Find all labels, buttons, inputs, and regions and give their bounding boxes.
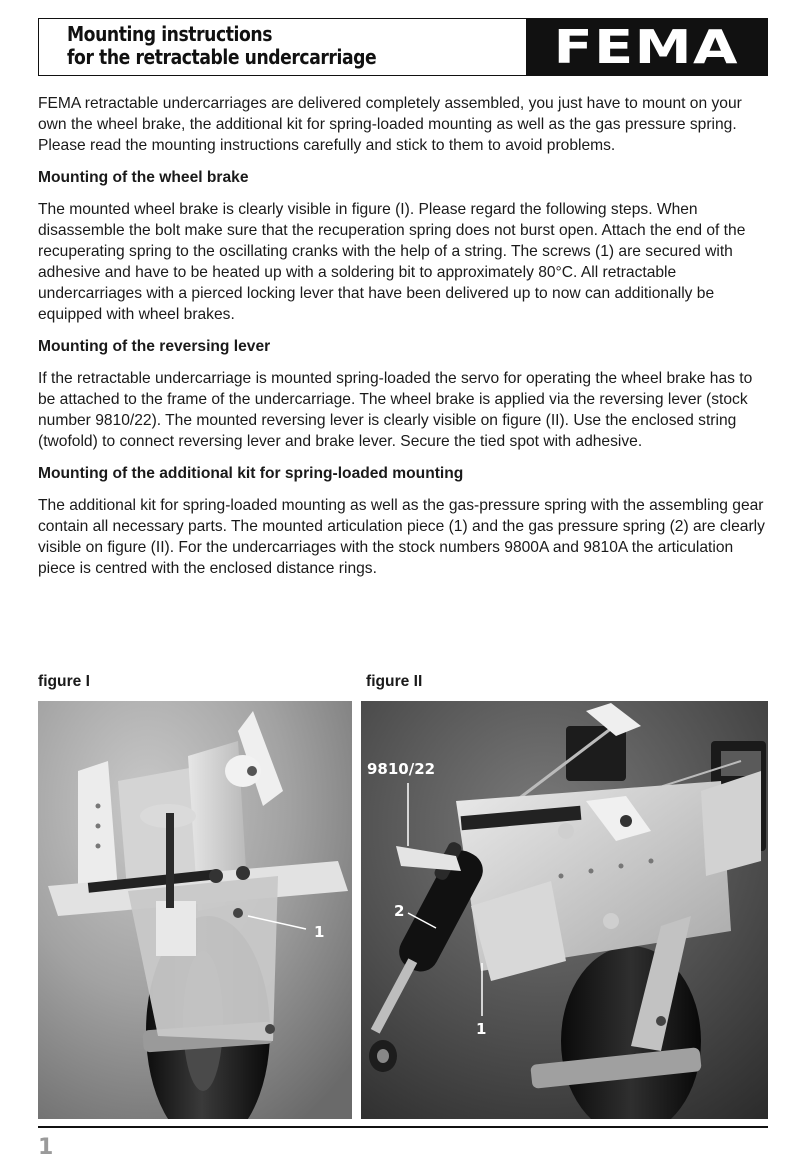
logo-block: [526, 19, 767, 75]
page-title: [39, 19, 526, 75]
intro-paragraph: FEMA retractable undercarriages are delivered completely assembled, you just have to mount on your own the wheel brake, the additional kit for spring-loaded mounting as well as the gas pressure spring. Please read the mounting instructions carefully and stick to them to avoid problems.: [38, 95, 742, 154]
section-heading-wheel-brake: Mounting of the wheel brake: [38, 169, 249, 186]
section-heading-reversing-lever: Mounting of the reversing lever: [38, 338, 271, 355]
figure-2-callout-9810-22: 9810/22: [367, 760, 436, 778]
figure-1-photo: [38, 701, 352, 1119]
figure-2-callout-2: 2: [394, 902, 405, 920]
section-heading-additional-kit: Mounting of the additional kit for spring-loaded mounting: [38, 465, 464, 482]
page-header: [38, 18, 768, 76]
fema-logo: FEMA: [553, 20, 740, 74]
figure-2-label: figure II: [366, 673, 423, 690]
title-line-1: Mounting instructions: [67, 22, 273, 46]
footer-rule: [38, 1126, 768, 1128]
figure-1-label: figure I: [38, 673, 90, 690]
page-number: 1: [38, 1135, 54, 1160]
title-line-2: for the retractable undercarriage: [67, 45, 377, 69]
section-body-reversing-lever: If the retractable undercarriage is mounted spring-loaded the servo for operating the wheel brake has to be attached to the frame of the undercarriage. The wheel brake is applied via the reversing lever (stock number 9810/22). The mounted reversing lever is clearly visible on figure (II). Use the enclosed string (twofold) to connect reversing lever and brake lever. Secure the tied spot with adhesive.: [38, 370, 753, 450]
figure-1-callout-1: 1: [314, 923, 325, 941]
figure-2-photo: [361, 701, 768, 1119]
section-body-additional-kit: The additional kit for spring-loaded mounting as well as the gas-pressure spring with the assembling gear contain all necessary parts. The mounted articulation piece (1) and the gas pressure spring (2) are clearly visible on figure (II). For the undercarriages with the stock numbers 9800A and 9810A the articulation piece is centred with the enclosed distance rings.: [38, 497, 765, 577]
main-text: [38, 93, 770, 590]
figure-2-callout-1: 1: [476, 1020, 487, 1038]
section-body-wheel-brake: The mounted wheel brake is clearly visible in figure (I). Please regard the following steps. When disassemble the bolt make sure that the recuperation spring does not burst open. Attach the end of the recuperating spring to the oscillating cranks with the help of a string. The screws (1) are secured with adhesive and have to be heated up with a soldering bit to approximately 80°C. All retractable undercarriages with a pierced locking lever that have been delivered up to now can additionally be equipped with wheel brakes.: [38, 201, 746, 323]
